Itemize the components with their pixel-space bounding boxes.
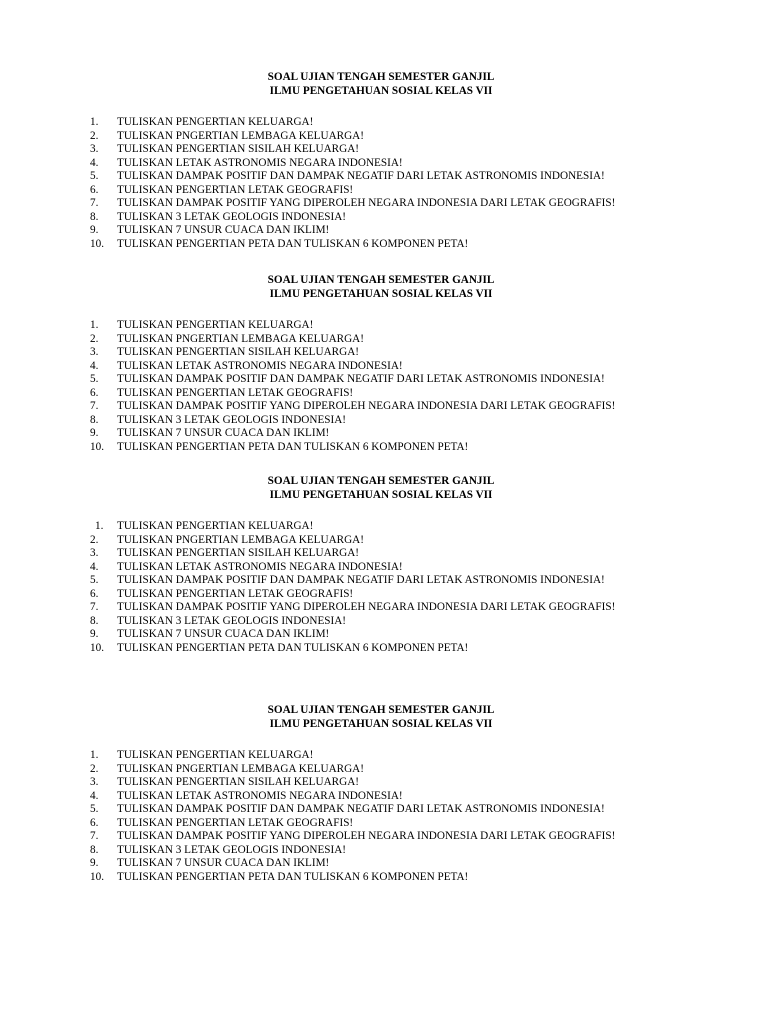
question-item bbox=[90, 197, 690, 211]
question-number: 8. bbox=[90, 843, 99, 856]
question-text: TULISKAN PENGERTIAN PETA DAN TULISKAN 6 KOMPONEN PETA! bbox=[117, 440, 469, 453]
question-text: TULISKAN 3 LETAK GEOLOGIS INDONESIA! bbox=[117, 614, 347, 627]
question-number: 4. bbox=[90, 560, 99, 573]
question-item bbox=[90, 441, 690, 455]
question-text: TULISKAN 7 UNSUR CUACA DAN IKLIM! bbox=[117, 224, 330, 236]
question-text: TULISKAN DAMPAK POSITIF DAN DAMPAK NEGATIF DARI LETAK ASTRONOMIS INDONESIA! bbox=[117, 170, 605, 182]
exam-block-3 bbox=[90, 475, 690, 655]
question-item bbox=[90, 238, 690, 252]
question-number: 4. bbox=[90, 359, 99, 372]
question-item bbox=[90, 373, 690, 387]
question-text: TULISKAN DAMPAK POSITIF YANG DIPEROLEH NEGARA INDONESIA DARI LETAK GEOGRAFIS! bbox=[117, 400, 616, 412]
question-text: TULISKAN PENGERTIAN KELUARGA! bbox=[117, 749, 314, 761]
question-number: 5. bbox=[90, 803, 99, 815]
exam-block-2 bbox=[90, 274, 690, 454]
question-item bbox=[90, 534, 690, 548]
question-text: TULISKAN DAMPAK POSITIF YANG DIPEROLEH NEGARA INDONESIA DARI LETAK GEOGRAFIS! bbox=[117, 197, 616, 209]
question-text: TULISKAN LETAK ASTRONOMIS NEGARA INDONESIA! bbox=[117, 789, 403, 802]
question-text: TULISKAN LETAK ASTRONOMIS NEGARA INDONESIA! bbox=[117, 156, 403, 169]
question-number: 7. bbox=[90, 197, 99, 209]
question-item bbox=[90, 817, 690, 831]
question-number: 2. bbox=[90, 332, 99, 345]
exam-title: SOAL UJIAN TENGAH SEMESTER GANJIL bbox=[267, 71, 495, 83]
question-text: TULISKAN PENGERTIAN LETAK GEOGRAFIS! bbox=[117, 587, 354, 600]
question-item bbox=[90, 588, 690, 602]
question-item bbox=[90, 642, 690, 656]
question-item bbox=[90, 400, 690, 414]
question-text: TULISKAN 7 UNSUR CUACA DAN IKLIM! bbox=[117, 427, 330, 439]
question-item bbox=[90, 184, 690, 198]
question-number: 8. bbox=[90, 614, 99, 627]
question-text: TULISKAN 7 UNSUR CUACA DAN IKLIM! bbox=[117, 628, 330, 640]
question-list bbox=[90, 319, 690, 454]
question-number: 2. bbox=[90, 129, 99, 142]
question-number: 3. bbox=[90, 776, 99, 788]
question-text: TULISKAN PENGERTIAN PETA DAN TULISKAN 6 KOMPONEN PETA! bbox=[117, 870, 469, 883]
question-number: 9. bbox=[90, 857, 99, 869]
question-number: 2. bbox=[90, 533, 99, 546]
question-text: TULISKAN PENGERTIAN SISILAH KELUARGA! bbox=[117, 547, 360, 559]
question-item bbox=[90, 871, 690, 885]
question-item bbox=[90, 547, 690, 561]
question-text: TULISKAN PNGERTIAN LEMBAGA KELUARGA! bbox=[117, 533, 364, 546]
question-text: TULISKAN PENGERTIAN PETA DAN TULISKAN 6 KOMPONEN PETA! bbox=[117, 641, 469, 654]
exam-subtitle: ILMU PENGETAHUAN SOSIAL KELAS VII bbox=[269, 287, 493, 300]
question-item bbox=[90, 387, 690, 401]
question-number: 10. bbox=[90, 870, 104, 883]
question-item bbox=[90, 414, 690, 428]
question-text: TULISKAN DAMPAK POSITIF YANG DIPEROLEH NEGARA INDONESIA DARI LETAK GEOGRAFIS! bbox=[117, 830, 616, 842]
question-text: TULISKAN DAMPAK POSITIF DAN DAMPAK NEGATIF DARI LETAK ASTRONOMIS INDONESIA! bbox=[117, 803, 605, 815]
question-list bbox=[90, 520, 690, 655]
question-item bbox=[90, 346, 690, 360]
question-item bbox=[90, 601, 690, 615]
exam-title: SOAL UJIAN TENGAH SEMESTER GANJIL bbox=[267, 704, 495, 716]
question-list bbox=[90, 116, 690, 251]
question-text: TULISKAN PENGERTIAN SISILAH KELUARGA! bbox=[117, 143, 360, 155]
exam-title: SOAL UJIAN TENGAH SEMESTER GANJIL bbox=[267, 274, 495, 286]
question-item bbox=[90, 857, 690, 871]
question-item bbox=[90, 776, 690, 790]
question-number: 5. bbox=[90, 373, 99, 385]
exam-heading bbox=[81, 704, 681, 731]
question-number: 2. bbox=[90, 762, 99, 775]
question-number: 8. bbox=[90, 210, 99, 223]
question-text: TULISKAN PENGERTIAN PETA DAN TULISKAN 6 KOMPONEN PETA! bbox=[117, 237, 469, 250]
question-item bbox=[90, 427, 690, 441]
question-item bbox=[90, 520, 690, 534]
question-number: 9. bbox=[90, 628, 99, 640]
question-number: 3. bbox=[90, 143, 99, 155]
question-text: TULISKAN PENGERTIAN KELUARGA! bbox=[117, 116, 314, 128]
question-number: 3. bbox=[90, 547, 99, 559]
question-text: TULISKAN PENGERTIAN SISILAH KELUARGA! bbox=[117, 776, 360, 788]
question-number: 1. bbox=[90, 749, 99, 761]
question-text: TULISKAN 3 LETAK GEOLOGIS INDONESIA! bbox=[117, 413, 347, 426]
question-number: 6. bbox=[90, 183, 99, 196]
question-item bbox=[90, 319, 690, 333]
question-number: 1. bbox=[90, 116, 99, 128]
question-number: 4. bbox=[90, 156, 99, 169]
question-item bbox=[90, 790, 690, 804]
question-number: 5. bbox=[90, 574, 99, 586]
question-text: TULISKAN LETAK ASTRONOMIS NEGARA INDONESIA! bbox=[117, 560, 403, 573]
exam-heading bbox=[81, 475, 681, 502]
question-item bbox=[90, 157, 690, 171]
question-item bbox=[90, 803, 690, 817]
question-item bbox=[90, 615, 690, 629]
question-item bbox=[90, 333, 690, 347]
question-text: TULISKAN PENGERTIAN LETAK GEOGRAFIS! bbox=[117, 386, 354, 399]
question-item bbox=[90, 211, 690, 225]
exam-heading bbox=[81, 71, 681, 98]
exam-subtitle: ILMU PENGETAHUAN SOSIAL KELAS VII bbox=[269, 84, 493, 97]
question-item bbox=[90, 763, 690, 777]
question-item bbox=[90, 224, 690, 238]
question-number: 10. bbox=[90, 641, 104, 654]
question-item bbox=[90, 844, 690, 858]
question-item bbox=[90, 749, 690, 763]
question-text: TULISKAN PNGERTIAN LEMBAGA KELUARGA! bbox=[117, 762, 364, 775]
question-number: 1. bbox=[90, 319, 99, 331]
question-list bbox=[90, 749, 690, 884]
question-item bbox=[90, 628, 690, 642]
exam-subtitle: ILMU PENGETAHUAN SOSIAL KELAS VII bbox=[269, 488, 493, 501]
question-number: 5. bbox=[90, 170, 99, 182]
question-item bbox=[90, 170, 690, 184]
question-number: 7. bbox=[90, 601, 99, 613]
exam-title: SOAL UJIAN TENGAH SEMESTER GANJIL bbox=[267, 475, 495, 487]
question-text: TULISKAN PNGERTIAN LEMBAGA KELUARGA! bbox=[117, 332, 364, 345]
question-text: TULISKAN DAMPAK POSITIF DAN DAMPAK NEGATIF DARI LETAK ASTRONOMIS INDONESIA! bbox=[117, 373, 605, 385]
question-number: 6. bbox=[90, 587, 99, 600]
question-text: TULISKAN DAMPAK POSITIF DAN DAMPAK NEGATIF DARI LETAK ASTRONOMIS INDONESIA! bbox=[117, 574, 605, 586]
question-text: TULISKAN PENGERTIAN KELUARGA! bbox=[117, 520, 314, 532]
question-number: 8. bbox=[90, 413, 99, 426]
question-text: TULISKAN 3 LETAK GEOLOGIS INDONESIA! bbox=[117, 843, 347, 856]
question-text: TULISKAN PENGERTIAN SISILAH KELUARGA! bbox=[117, 346, 360, 358]
question-number: 3. bbox=[90, 346, 99, 358]
question-number: 10. bbox=[90, 237, 104, 250]
question-text: TULISKAN PENGERTIAN KELUARGA! bbox=[117, 319, 314, 331]
question-number: 6. bbox=[90, 816, 99, 829]
question-text: TULISKAN PENGERTIAN LETAK GEOGRAFIS! bbox=[117, 816, 354, 829]
question-number: 6. bbox=[90, 386, 99, 399]
question-number: 9. bbox=[90, 224, 99, 236]
question-item bbox=[90, 116, 690, 130]
question-number: 9. bbox=[90, 427, 99, 439]
question-number: 1. bbox=[95, 520, 104, 532]
question-text: TULISKAN LETAK ASTRONOMIS NEGARA INDONESIA! bbox=[117, 359, 403, 372]
question-item bbox=[90, 830, 690, 844]
question-number: 4. bbox=[90, 789, 99, 802]
exam-block-1 bbox=[90, 71, 690, 251]
question-number: 7. bbox=[90, 830, 99, 842]
exam-block-4 bbox=[90, 704, 690, 884]
question-number: 7. bbox=[90, 400, 99, 412]
question-item bbox=[90, 574, 690, 588]
question-item bbox=[90, 143, 690, 157]
exam-heading bbox=[81, 274, 681, 301]
question-text: TULISKAN DAMPAK POSITIF YANG DIPEROLEH NEGARA INDONESIA DARI LETAK GEOGRAFIS! bbox=[117, 601, 616, 613]
question-text: TULISKAN PNGERTIAN LEMBAGA KELUARGA! bbox=[117, 129, 364, 142]
question-item bbox=[90, 360, 690, 374]
question-item bbox=[90, 130, 690, 144]
exam-subtitle: ILMU PENGETAHUAN SOSIAL KELAS VII bbox=[269, 717, 493, 730]
question-item bbox=[90, 561, 690, 575]
question-text: TULISKAN 7 UNSUR CUACA DAN IKLIM! bbox=[117, 857, 330, 869]
question-text: TULISKAN PENGERTIAN LETAK GEOGRAFIS! bbox=[117, 183, 354, 196]
question-text: TULISKAN 3 LETAK GEOLOGIS INDONESIA! bbox=[117, 210, 347, 223]
question-number: 10. bbox=[90, 440, 104, 453]
